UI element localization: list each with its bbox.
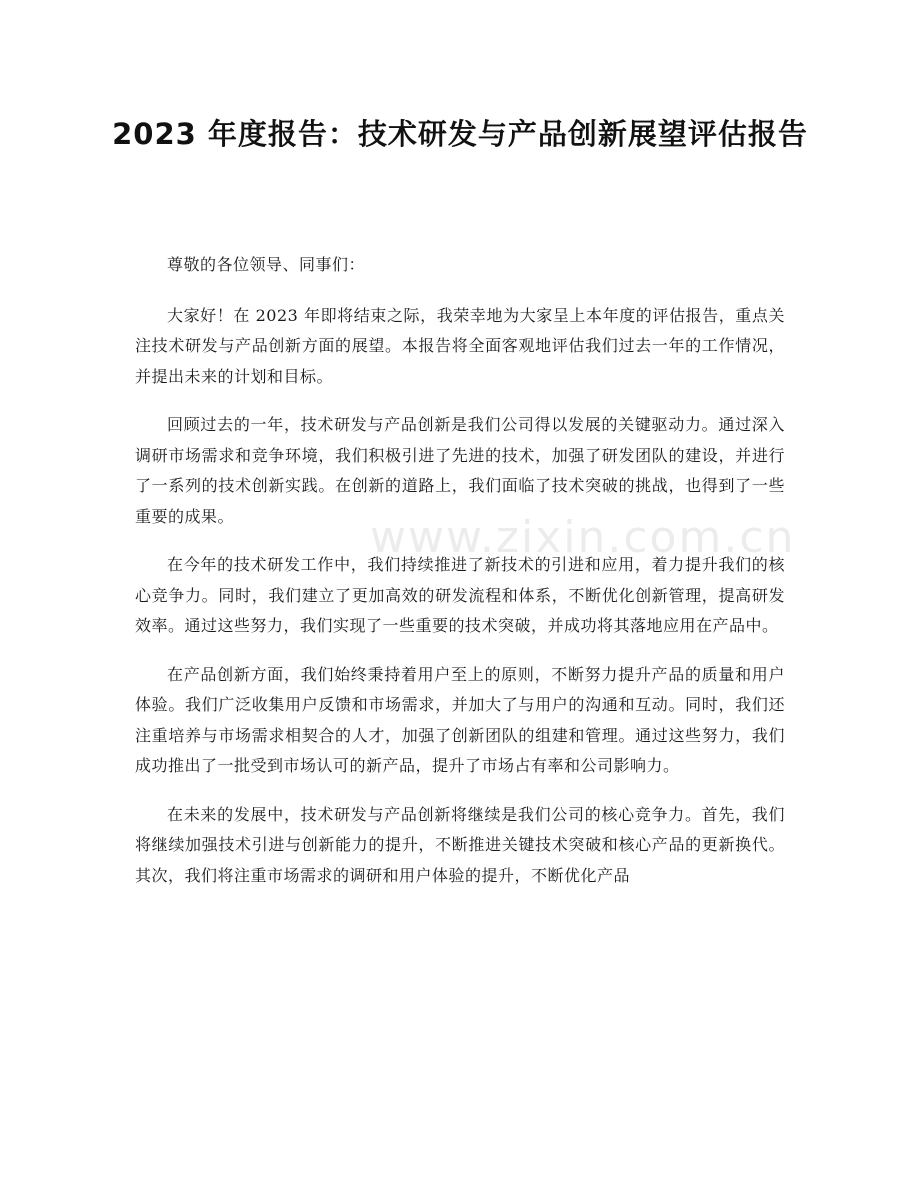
paragraph-product-innovation: 在产品创新方面，我们始终秉持着用户至上的原则，不断努力提升产品的质量和用户体验。我们广泛收集用户反馈和市场需求，并加大了与用户的沟通和互动。同时，我们还注重培养与市场需求相契合的人才，加强了创新团队的组建和管理。通过这些努力，我们成功推出了一批受到市场认可的新产品，提升了市场占有率和公司影响力。: [135, 664, 785, 775]
paragraph-review: 回顾过去的一年，技术研发与产品创新是我们公司得以发展的关键驱动力。通过深入调研市场需求和竞争环境，我们积极引进了先进的技术，加强了研发团队的建设，并进行了一系列的技术创新实践。在创新的道路上，我们面临了技术突破的挑战，也得到了一些重要的成果。: [135, 415, 785, 526]
salutation: 尊敬的各位领导、同事们：: [167, 255, 366, 274]
paragraph-intro: 大家好！在 2023 年即将结束之际，我荣幸地为大家呈上本年度的评估报告，重点关注技术研发与产品创新方面的展望。本报告将全面客观地评估我们过去一年的工作情况，并提出未来的计划和目标。: [135, 305, 785, 386]
paragraph-rd-work: 在今年的技术研发工作中，我们持续推进了新技术的引进和应用，着力提升我们的核心竞争力。同时，我们建立了更加高效的研发流程和体系，不断优化创新管理，提高研发效率。通过这些努力，我们实现了一些重要的技术突破，并成功将其落地应用在产品中。: [135, 555, 785, 635]
paragraph-future: 在未来的发展中，技术研发与产品创新将继续是我们公司的核心竞争力。首先，我们将继续加强技术引进与创新能力的提升，不断推进关键技术突破和核心产品的更新换代。其次，我们将注重市场需求的调研和用户体验的提升，不断优化产品: [135, 804, 785, 885]
document-body: [135, 250, 785, 909]
watermark: www.zixin.com.cn: [370, 512, 796, 563]
document-title: 2023 年度报告：技术研发与产品创新展望评估报告: [112, 117, 808, 151]
